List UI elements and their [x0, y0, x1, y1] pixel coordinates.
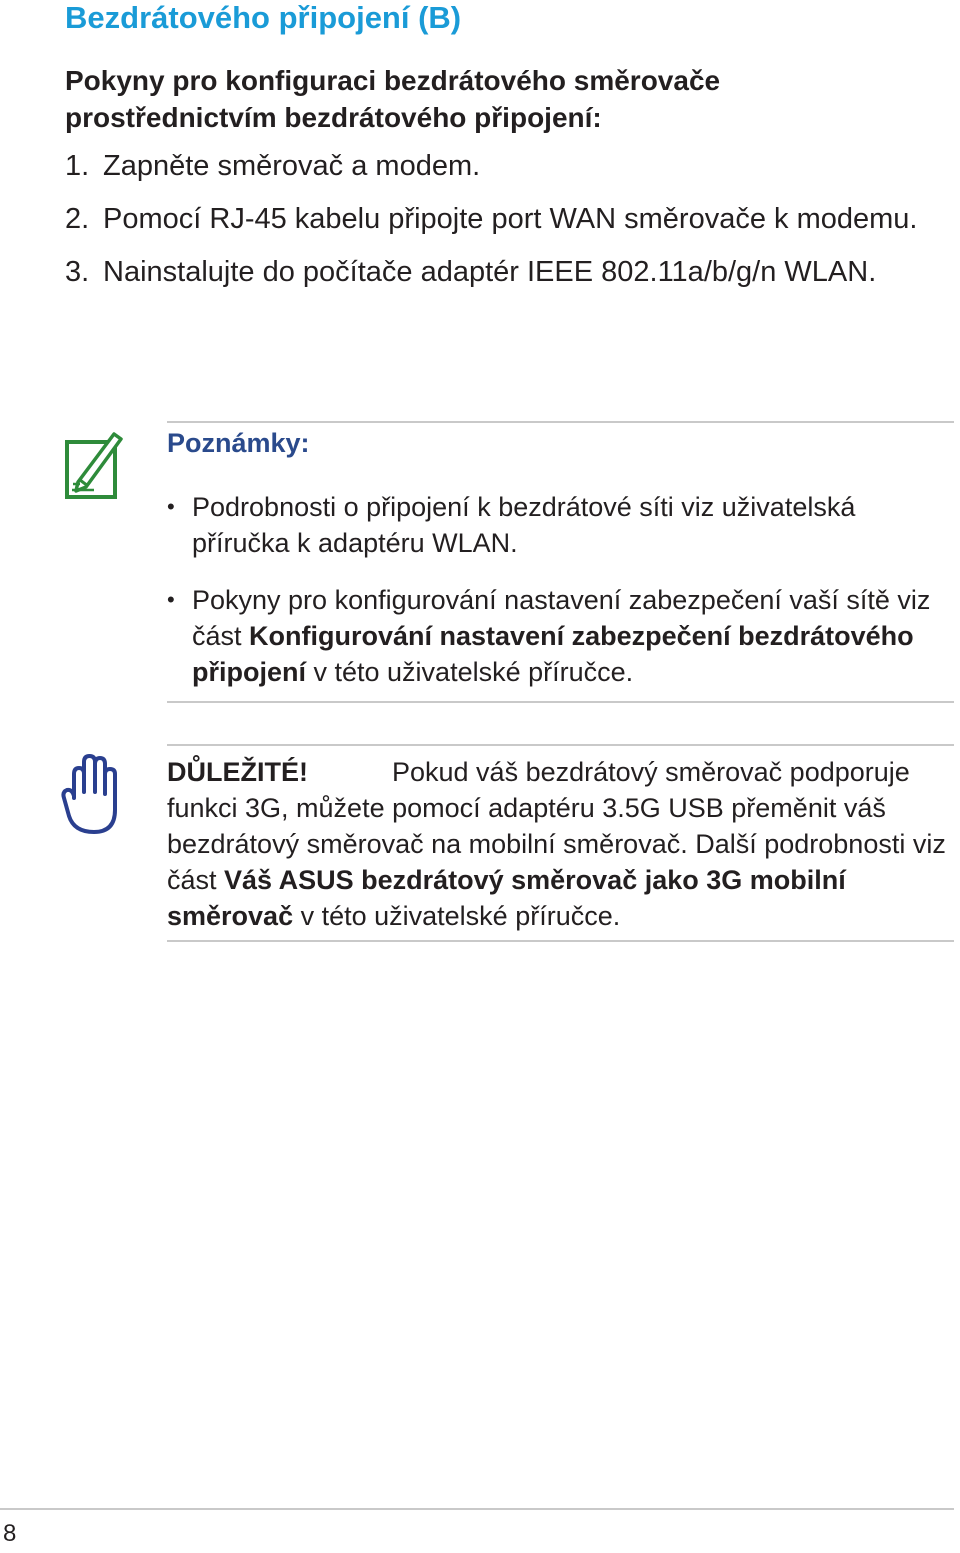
- important-top-divider: [167, 744, 954, 746]
- footer-divider: [0, 1508, 954, 1510]
- important-text-before: Pokud váš bezdrátový směrovač podporuje funkci 3G, můžete pomocí adaptéru 3.5G USB přeměnit váš bezdrátový směrovač na mobilní směrovač. Další podrobnosti viz část: [167, 757, 946, 895]
- bullet-dot: •: [167, 587, 175, 612]
- step-number: 3.: [65, 256, 90, 288]
- step-number: 2.: [65, 203, 90, 235]
- important-label: DŮLEŽITÉ!: [167, 757, 308, 787]
- important-text-after: v této uživatelské příručce.: [293, 901, 621, 931]
- important-section-reference: Váš ASUS bezdrátový směrovač jako 3G mobilní směrovač: [167, 865, 846, 931]
- important-bottom-divider: [167, 940, 954, 942]
- steps-list: [65, 148, 917, 307]
- note-text-before: Pokyny pro konfigurování nastavení zabezpečení vaší sítě viz část: [192, 585, 931, 651]
- note-item-text: Podrobnosti o připojení k bezdrátové síti viz uživatelská příručka k adaptéru WLAN.: [192, 492, 856, 558]
- bullet-dot: •: [167, 494, 175, 519]
- notes-heading: Poznámky:: [167, 428, 310, 458]
- note-item: [167, 489, 947, 561]
- note-item: [167, 582, 947, 690]
- step-item: [65, 148, 917, 184]
- page-number: 8: [3, 1520, 17, 1547]
- step-text: Pomocí RJ-45 kabelu připojte port WAN směrovače k modemu.: [103, 203, 918, 235]
- step-item: [65, 201, 917, 237]
- notes-bottom-divider: [167, 701, 954, 703]
- note-section-reference: Konfigurování nastavení zabezpečení bezdrátového připojení: [192, 621, 914, 687]
- note-pencil-icon: [64, 430, 126, 502]
- step-number: 1.: [65, 150, 90, 182]
- note-item-text: [192, 582, 947, 690]
- hand-stop-icon: [60, 752, 124, 836]
- step-text: Nainstalujte do počítače adaptér IEEE 802.11a/b/g/n WLAN.: [103, 256, 877, 288]
- step-item: [65, 254, 917, 290]
- note-text-after: v této uživatelské příručce.: [306, 657, 634, 687]
- section-subtitle: Pokyny pro konfiguraci bezdrátového směrovače prostřednictvím bezdrátového připojení:: [65, 65, 721, 133]
- important-notice: [167, 754, 947, 934]
- notes-top-divider: [167, 421, 954, 423]
- page-title: Bezdrátového připojení (B): [65, 0, 462, 35]
- step-text: Zapněte směrovač a modem.: [103, 150, 481, 182]
